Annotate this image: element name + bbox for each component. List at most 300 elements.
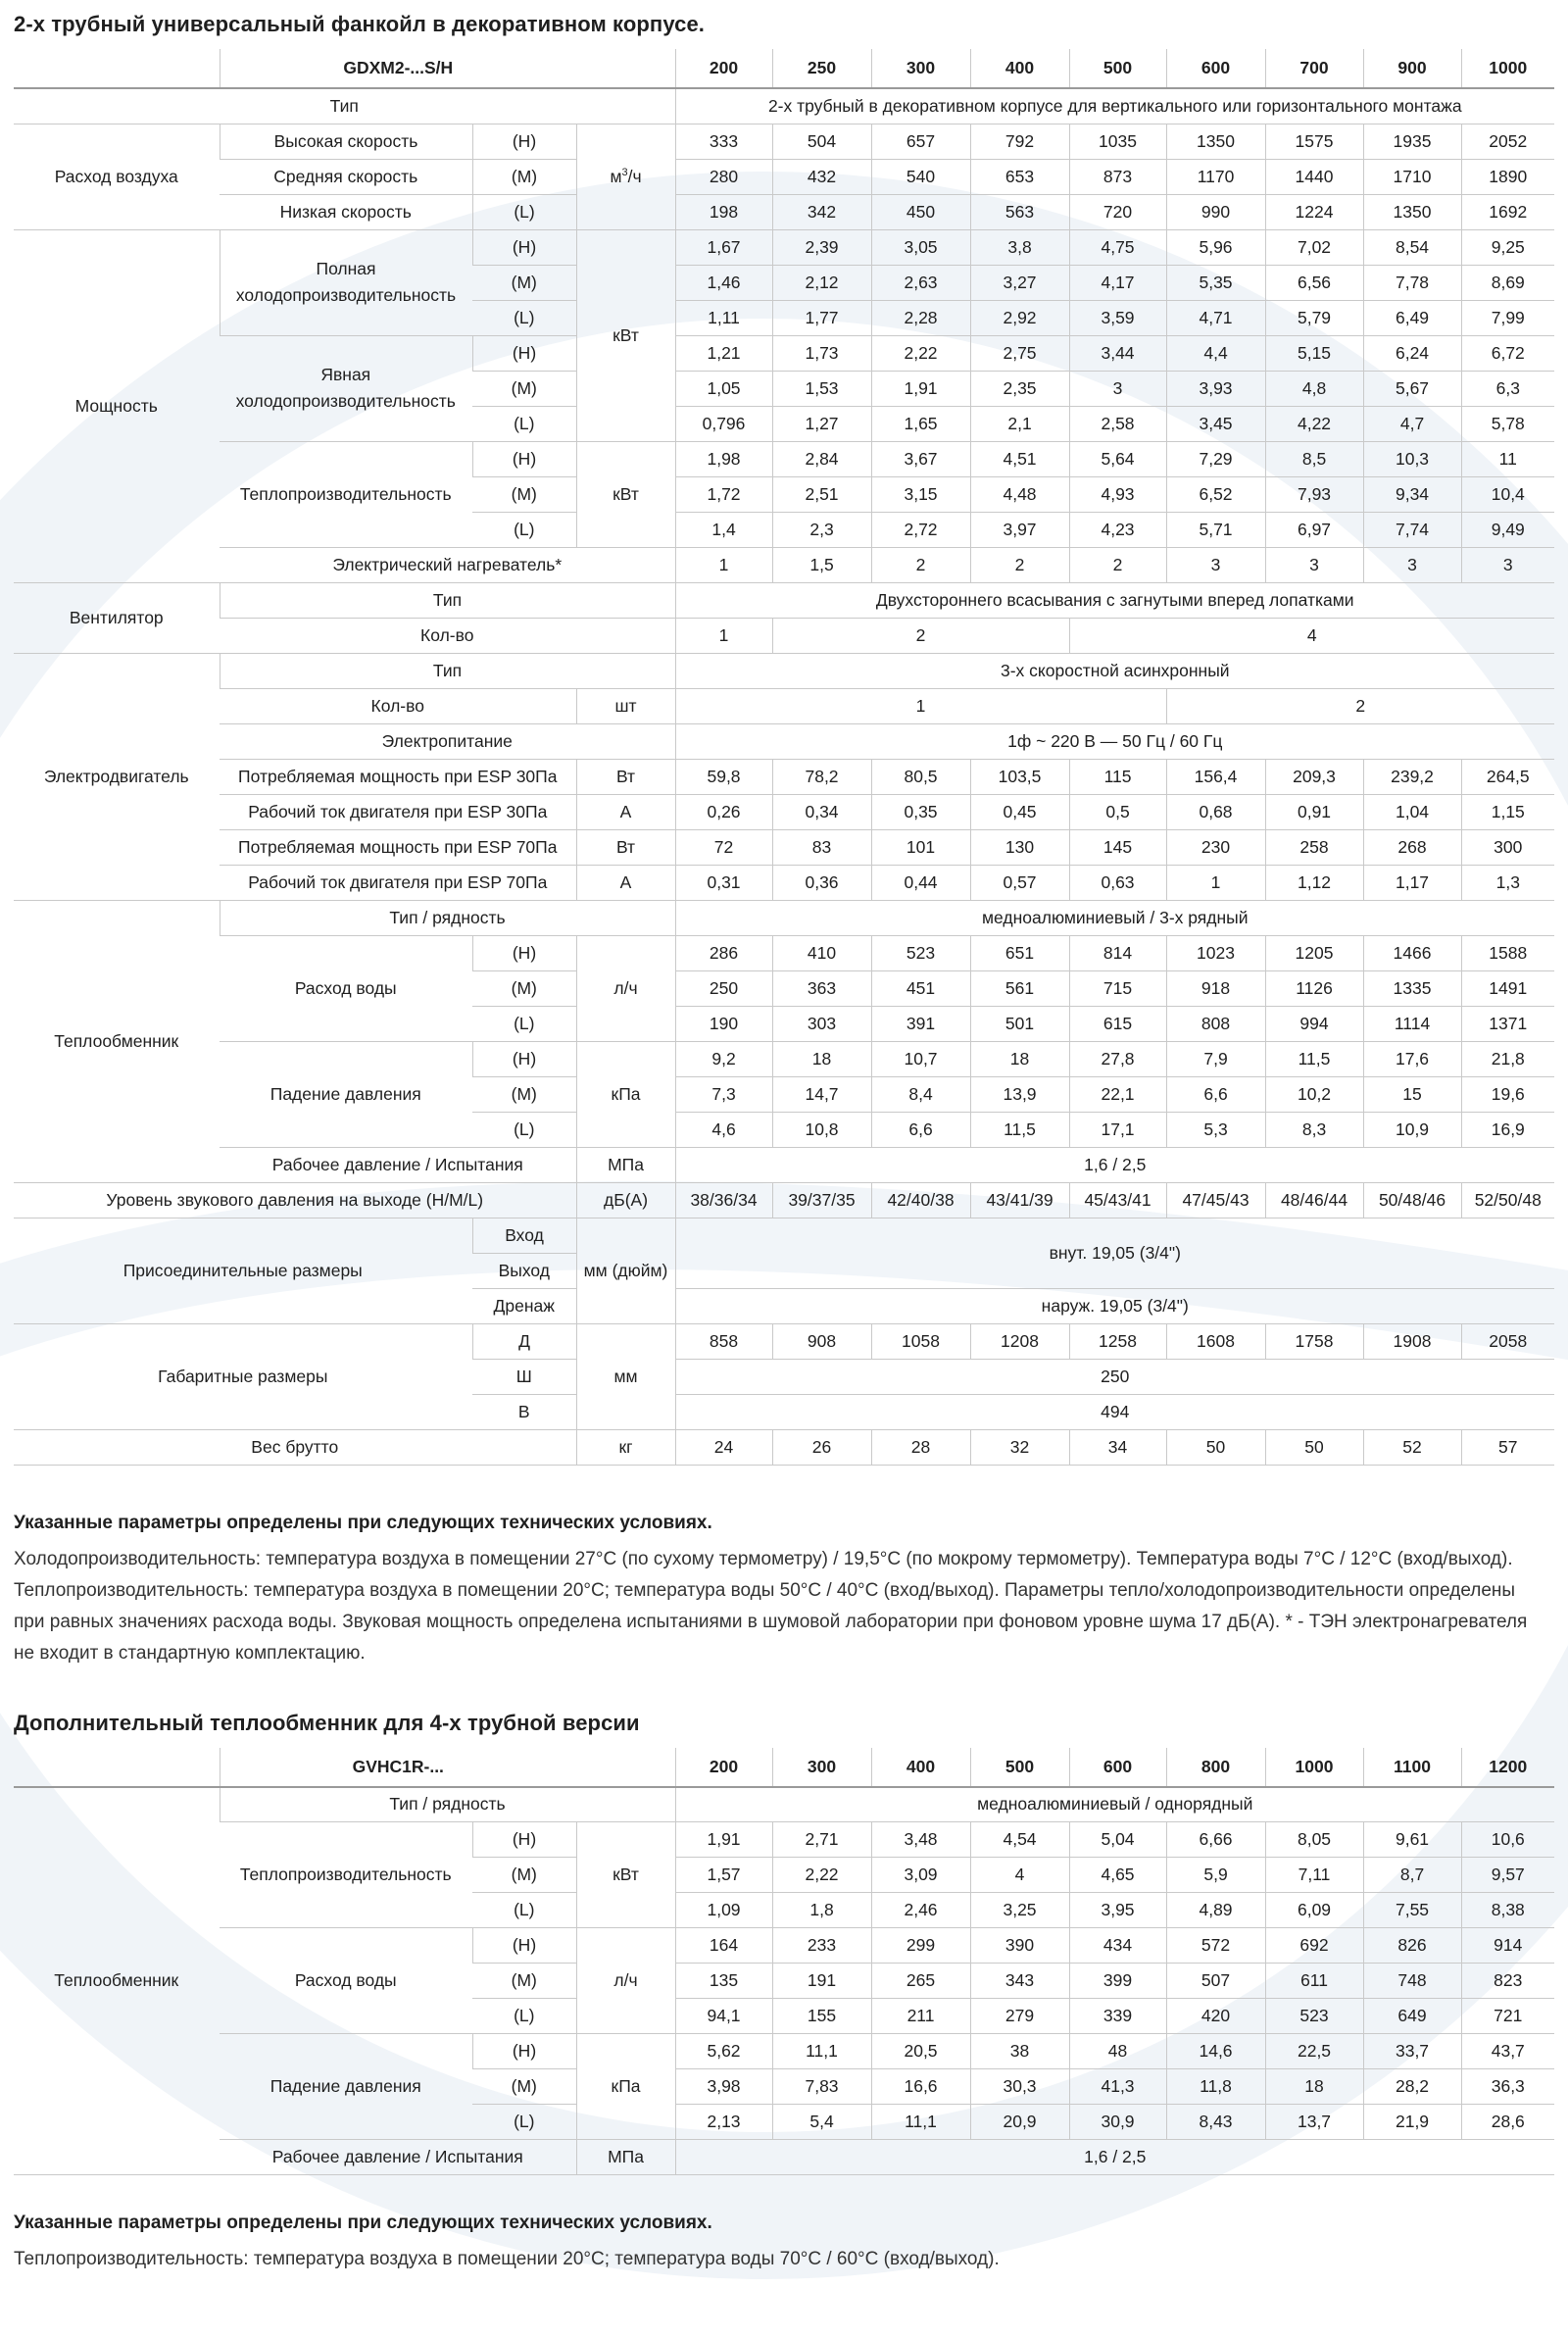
value-cell: 3 (1461, 547, 1554, 582)
value-cell: 1710 (1363, 159, 1461, 194)
value-cell: 8,5 (1265, 441, 1363, 476)
value-cell: 0,45 (970, 794, 1069, 829)
value-cell: 5,4 (772, 2105, 871, 2140)
value-cell: 164 (675, 1928, 772, 1964)
value-cell: 908 (772, 1323, 871, 1359)
airflow-speed: Высокая скорость (220, 124, 472, 159)
size-header: 400 (970, 49, 1069, 88)
value-cell: 6,56 (1265, 265, 1363, 300)
value-cell: 2 (1069, 547, 1166, 582)
value-cell: 1,53 (772, 371, 871, 406)
value-cell: 420 (1166, 1999, 1265, 2034)
value-cell: 10,2 (1265, 1076, 1363, 1112)
value-cell: 17,1 (1069, 1112, 1166, 1147)
value-cell: 300 (1461, 829, 1554, 865)
hx-group-drop: Падение давления (220, 1041, 472, 1147)
value-cell: 4,22 (1265, 406, 1363, 441)
value-cell: 692 (1265, 1928, 1363, 1964)
value-cell: 0,57 (970, 865, 1069, 900)
value-cell: 239,2 (1363, 759, 1461, 794)
value-cell: 501 (970, 1006, 1069, 1041)
value-cell: 2,1 (970, 406, 1069, 441)
value-cell: 190 (675, 1006, 772, 1041)
motor-type-value: 3-х скоростной асинхронный (675, 653, 1554, 688)
value-cell: 1 (1166, 865, 1265, 900)
value-cell: 9,25 (1461, 229, 1554, 265)
mode-cell: (L) (472, 1893, 576, 1928)
size-header: 1100 (1363, 1748, 1461, 1787)
value-cell: 823 (1461, 1964, 1554, 1999)
size-header: 1000 (1265, 1748, 1363, 1787)
supply-label: Электропитание (220, 723, 675, 759)
value-cell: 233 (772, 1928, 871, 1964)
value-cell: 1,65 (871, 406, 970, 441)
value-cell: 1,72 (675, 476, 772, 512)
mode-cell: (M) (472, 265, 576, 300)
value-cell: 3,25 (970, 1893, 1069, 1928)
value-cell: 7,11 (1265, 1858, 1363, 1893)
value-cell: 3,67 (871, 441, 970, 476)
value-cell: 0,63 (1069, 865, 1166, 900)
unit-sup: 3 (621, 166, 628, 178)
value-cell: 4,71 (1166, 300, 1265, 335)
value-cell: 10,7 (871, 1041, 970, 1076)
table-row (14, 829, 1554, 865)
value-cell: 4,17 (1069, 265, 1166, 300)
mode-cell: (L) (472, 406, 576, 441)
table-row (14, 1147, 1554, 1182)
fan-qty: 1 (675, 618, 772, 653)
value-cell: 7,02 (1265, 229, 1363, 265)
airflow-unit (576, 124, 675, 229)
value-cell: 1,09 (675, 1893, 772, 1928)
value-cell: 1440 (1265, 159, 1363, 194)
mode-cell: (H) (472, 124, 576, 159)
value-cell: 1126 (1265, 970, 1363, 1006)
value-cell: 2,72 (871, 512, 970, 547)
type-value: 2-х трубный в декоративном корпусе для вертикального или горизонтального монтажа (675, 88, 1554, 124)
value-cell: 721 (1461, 1999, 1554, 2034)
value-cell: 390 (970, 1928, 1069, 1964)
value-cell: 156,4 (1166, 759, 1265, 794)
value-cell: 250 (675, 970, 772, 1006)
value-cell: 1466 (1363, 935, 1461, 970)
value-cell: 0,796 (675, 406, 772, 441)
value-cell: 101 (871, 829, 970, 865)
value-cell: 1,12 (1265, 865, 1363, 900)
value-cell: 0,34 (772, 794, 871, 829)
value-cell: 814 (1069, 935, 1166, 970)
drain-label: Дренаж (472, 1288, 576, 1323)
value-cell: 2,92 (970, 300, 1069, 335)
value-cell: 7,55 (1363, 1893, 1461, 1928)
value-cell: 342 (772, 194, 871, 229)
dimensions-label: Габаритные размеры (14, 1323, 472, 1429)
value-cell: 2 (871, 547, 970, 582)
value-cell: 78,2 (772, 759, 871, 794)
power-group-total_cool: Полная холодопроизводительность (220, 229, 472, 335)
table-row (14, 1748, 1554, 1787)
value-cell: 30,9 (1069, 2105, 1166, 2140)
value-cell: 10,8 (772, 1112, 871, 1147)
value-cell: 18 (1265, 2069, 1363, 2105)
value-cell: 3,48 (871, 1822, 970, 1858)
value-cell: 450 (871, 194, 970, 229)
value-cell: 1350 (1363, 194, 1461, 229)
value-cell: 33,7 (1363, 2034, 1461, 2069)
value-cell: 286 (675, 935, 772, 970)
size-header: 400 (871, 1748, 970, 1787)
value-cell: 11,8 (1166, 2069, 1265, 2105)
value-cell: 38 (970, 2034, 1069, 2069)
value-cell: 523 (871, 935, 970, 970)
pressure-value: 1,6 / 2,5 (675, 1147, 1554, 1182)
value-cell: 7,93 (1265, 476, 1363, 512)
value-cell: 3,45 (1166, 406, 1265, 441)
value-cell: 13,7 (1265, 2105, 1363, 2140)
value-cell: 451 (871, 970, 970, 1006)
value-cell: 1758 (1265, 1323, 1363, 1359)
table-row (14, 1218, 1554, 1253)
fancoil-spec-table (14, 49, 1554, 1466)
value-cell: 10,3 (1363, 441, 1461, 476)
value-cell: 7,3 (675, 1076, 772, 1112)
value-cell: 3,97 (970, 512, 1069, 547)
mode-cell: (M) (472, 2069, 576, 2105)
value-cell: 2,22 (871, 335, 970, 371)
value-cell: 6,3 (1461, 371, 1554, 406)
value-cell: 3,15 (871, 476, 970, 512)
value-cell: 2,28 (871, 300, 970, 335)
dim-w-value: 250 (675, 1359, 1554, 1394)
mode-cell: (M) (472, 476, 576, 512)
table-row (14, 194, 1554, 229)
mode-cell: (H) (472, 229, 576, 265)
unit-cell: кПа (576, 1041, 675, 1147)
value-cell: 507 (1166, 1964, 1265, 1999)
hx-type-label: Тип / рядность (220, 1787, 675, 1822)
unit-cell: кВт (576, 1822, 675, 1928)
value-cell: 363 (772, 970, 871, 1006)
value-cell: 4,93 (1069, 476, 1166, 512)
value-cell: 4,75 (1069, 229, 1166, 265)
hx-group-drop: Падение давления (220, 2034, 472, 2140)
value-cell: 9,34 (1363, 476, 1461, 512)
fan-qty: 2 (772, 618, 1069, 653)
value-cell: 6,66 (1166, 1822, 1265, 1858)
value-cell: 230 (1166, 829, 1265, 865)
table-row (14, 1323, 1554, 1359)
size-header: 200 (675, 49, 772, 88)
connections-label: Присоединительные размеры (14, 1218, 472, 1323)
airflow-speed: Низкая скорость (220, 194, 472, 229)
value-cell: 2,84 (772, 441, 871, 476)
value-cell: 3,8 (970, 229, 1069, 265)
unit-cell: мм (576, 1323, 675, 1429)
value-cell: 1,3 (1461, 865, 1554, 900)
value-cell: 3 (1069, 371, 1166, 406)
value-cell: 4,7 (1363, 406, 1461, 441)
value-cell: 4,4 (1166, 335, 1265, 371)
value-cell: 17,6 (1363, 1041, 1461, 1076)
value-cell: 0,91 (1265, 794, 1363, 829)
value-cell: 5,3 (1166, 1112, 1265, 1147)
fan-type-value: Двухстороннего всасывания с загнутыми вперед лопатками (675, 582, 1554, 618)
value-cell: 28,2 (1363, 2069, 1461, 2105)
table-row (14, 935, 1554, 970)
value-cell: 1491 (1461, 970, 1554, 1006)
size-header: 600 (1166, 49, 1265, 88)
extra-hx-spec-table (14, 1748, 1554, 2176)
value-cell: 1,46 (675, 265, 772, 300)
value-cell: 3 (1166, 547, 1265, 582)
value-cell: 1,21 (675, 335, 772, 371)
value-cell: 792 (970, 124, 1069, 159)
unit-cell: А (576, 865, 675, 900)
value-cell: 52 (1363, 1429, 1461, 1465)
hx-group-heat: Теплопроизводительность (220, 1822, 472, 1928)
value-cell: 1,17 (1363, 865, 1461, 900)
value-cell: 1,05 (675, 371, 772, 406)
value-cell: 1371 (1461, 1006, 1554, 1041)
value-cell: 8,4 (871, 1076, 970, 1112)
table-row (14, 229, 1554, 265)
pressure-label: Рабочее давление / Испытания (220, 1147, 576, 1182)
value-cell: 258 (1265, 829, 1363, 865)
hx-type-value: медноалюминиевый / 3-х рядный (675, 900, 1554, 935)
value-cell: 303 (772, 1006, 871, 1041)
value-cell: 2,63 (871, 265, 970, 300)
value-cell: 391 (871, 1006, 970, 1041)
value-cell: 1,11 (675, 300, 772, 335)
table2-title: Дополнительный теплообменник для 4-х трубной версии (14, 1710, 640, 1735)
value-cell: 52/50/48 (1461, 1182, 1554, 1218)
value-cell: 2 (970, 547, 1069, 582)
value-cell: 0,44 (871, 865, 970, 900)
value-cell: 6,6 (871, 1112, 970, 1147)
dim-w-label: Ш (472, 1359, 576, 1394)
value-cell: 48 (1069, 2034, 1166, 2069)
value-cell: 1608 (1166, 1323, 1265, 1359)
value-cell: 8,69 (1461, 265, 1554, 300)
outlet-label: Выход (472, 1253, 576, 1288)
table-row (14, 124, 1554, 159)
header-spacer (576, 49, 675, 88)
value-cell: 3,05 (871, 229, 970, 265)
size-header: 1000 (1461, 49, 1554, 88)
value-cell: 2,35 (970, 371, 1069, 406)
value-cell: 1,4 (675, 512, 772, 547)
table-row (14, 49, 1554, 88)
pressure-value: 1,6 / 2,5 (675, 2140, 1554, 2175)
value-cell: 826 (1363, 1928, 1461, 1964)
size-header: 300 (871, 49, 970, 88)
value-cell: 5,71 (1166, 512, 1265, 547)
value-cell: 1,91 (675, 1822, 772, 1858)
fan-label: Вентилятор (14, 582, 220, 653)
value-cell: 434 (1069, 1928, 1166, 1964)
value-cell: 13,9 (970, 1076, 1069, 1112)
motor-param: Рабочий ток двигателя при ESP 30Па (220, 794, 576, 829)
value-cell: 14,6 (1166, 2034, 1265, 2069)
value-cell: 1,67 (675, 229, 772, 265)
value-cell: 8,38 (1461, 1893, 1554, 1928)
table-row (14, 618, 1554, 653)
value-cell: 6,09 (1265, 1893, 1363, 1928)
heater-label: Электрический нагреватель* (220, 547, 675, 582)
value-cell: 6,6 (1166, 1076, 1265, 1112)
mode-cell: (M) (472, 970, 576, 1006)
value-cell: 59,8 (675, 759, 772, 794)
value-cell: 28 (871, 1429, 970, 1465)
mode-cell: (H) (472, 935, 576, 970)
value-cell: 1335 (1363, 970, 1461, 1006)
value-cell: 1114 (1363, 1006, 1461, 1041)
value-cell: 333 (675, 124, 772, 159)
value-cell: 268 (1363, 829, 1461, 865)
mode-cell: (L) (472, 1999, 576, 2034)
value-cell: 10,4 (1461, 476, 1554, 512)
value-cell: 0,68 (1166, 794, 1265, 829)
motor-qty: 1 (675, 688, 1166, 723)
value-cell: 45/43/41 (1069, 1182, 1166, 1218)
value-cell: 48/46/44 (1265, 1182, 1363, 1218)
size-header: 900 (1363, 49, 1461, 88)
value-cell: 649 (1363, 1999, 1461, 2034)
value-cell: 5,35 (1166, 265, 1265, 300)
mode-cell: (L) (472, 1006, 576, 1041)
value-cell: 5,78 (1461, 406, 1554, 441)
unit-cell: А (576, 794, 675, 829)
mode-cell: (H) (472, 441, 576, 476)
pressure-label: Рабочее давление / Испытания (220, 2140, 576, 2175)
dim-h-label: В (472, 1394, 576, 1429)
table1-title: 2-х трубный универсальный фанкойл в декоративном корпусе. (14, 12, 705, 36)
value-cell: 18 (772, 1041, 871, 1076)
value-cell: 1058 (871, 1323, 970, 1359)
value-cell: 27,8 (1069, 1041, 1166, 1076)
model-header: GVHC1R-... (220, 1748, 576, 1787)
table-row (14, 441, 1554, 476)
value-cell: 280 (675, 159, 772, 194)
value-cell: 47/45/43 (1166, 1182, 1265, 1218)
value-cell: 2,71 (772, 1822, 871, 1858)
value-cell: 38/36/34 (675, 1182, 772, 1218)
unit-cell: мм (дюйм) (576, 1218, 675, 1323)
value-cell: 198 (675, 194, 772, 229)
dim-h-value: 494 (675, 1394, 1554, 1429)
value-cell: 299 (871, 1928, 970, 1964)
value-cell: 135 (675, 1964, 772, 1999)
unit-cell: кг (576, 1429, 675, 1465)
value-cell: 20,5 (871, 2034, 970, 2069)
value-cell: 34 (1069, 1429, 1166, 1465)
value-cell: 4,23 (1069, 512, 1166, 547)
value-cell: 7,29 (1166, 441, 1265, 476)
value-cell: 0,26 (675, 794, 772, 829)
value-cell: 1,73 (772, 335, 871, 371)
motor-param: Потребляемая мощность при ESP 30Па (220, 759, 576, 794)
value-cell: 57 (1461, 1429, 1554, 1465)
value-cell: 2,51 (772, 476, 871, 512)
table-row (14, 2140, 1554, 2175)
value-cell: 399 (1069, 1964, 1166, 1999)
value-cell: 20,9 (970, 2105, 1069, 2140)
notes2-text: Теплопроизводительность: температура воздуха в помещении 20°С; температура воды 70°С / 60°С (вход/выход). (14, 2249, 1000, 2269)
value-cell: 2,13 (675, 2105, 772, 2140)
value-cell: 83 (772, 829, 871, 865)
table-row (14, 688, 1554, 723)
value-cell: 858 (675, 1323, 772, 1359)
size-header: 500 (1069, 49, 1166, 88)
value-cell: 8,05 (1265, 1822, 1363, 1858)
value-cell: 1588 (1461, 935, 1554, 970)
table-row (14, 900, 1554, 935)
value-cell: 5,64 (1069, 441, 1166, 476)
hx-type-label: Тип / рядность (220, 900, 675, 935)
value-cell: 11,1 (871, 2105, 970, 2140)
value-cell: 523 (1265, 1999, 1363, 2034)
table-row (14, 759, 1554, 794)
value-cell: 16,6 (871, 2069, 970, 2105)
value-cell: 10,6 (1461, 1822, 1554, 1858)
value-cell: 8,54 (1363, 229, 1461, 265)
value-cell: 2058 (1461, 1323, 1554, 1359)
value-cell: 5,9 (1166, 1858, 1265, 1893)
weight-label: Вес брутто (14, 1429, 576, 1465)
table-row (14, 335, 1554, 371)
value-cell: 7,9 (1166, 1041, 1265, 1076)
hx-type-value: медноалюминиевый / однорядный (675, 1787, 1554, 1822)
value-cell: 2,75 (970, 335, 1069, 371)
value-cell: 11,1 (772, 2034, 871, 2069)
table-row (14, 653, 1554, 688)
size-header: 250 (772, 49, 871, 88)
motor-param: Рабочий ток двигателя при ESP 70Па (220, 865, 576, 900)
unit-cell: л/ч (576, 1928, 675, 2034)
mode-cell: (H) (472, 1822, 576, 1858)
value-cell: 1350 (1166, 124, 1265, 159)
value-cell: 572 (1166, 1928, 1265, 1964)
value-cell: 1575 (1265, 124, 1363, 159)
drain-value: наруж. 19,05 (3/4") (675, 1288, 1554, 1323)
value-cell: 264,5 (1461, 759, 1554, 794)
value-cell: 504 (772, 124, 871, 159)
value-cell: 3,59 (1069, 300, 1166, 335)
value-cell: 16,9 (1461, 1112, 1554, 1147)
value-cell: 11,5 (970, 1112, 1069, 1147)
value-cell: 1,15 (1461, 794, 1554, 829)
header-spacer (14, 1748, 220, 1787)
table-row (14, 582, 1554, 618)
value-cell: 11,5 (1265, 1041, 1363, 1076)
value-cell: 339 (1069, 1999, 1166, 2034)
motor-param: Потребляемая мощность при ESP 70Па (220, 829, 576, 865)
value-cell: 28,6 (1461, 2105, 1554, 2140)
noise-label: Уровень звукового давления на выходе (H/M/L) (14, 1182, 576, 1218)
size-header: 600 (1069, 1748, 1166, 1787)
mode-cell: (M) (472, 159, 576, 194)
motor-qty-label: Кол-во (220, 688, 576, 723)
value-cell: 2,39 (772, 229, 871, 265)
power-group-heat: Теплопроизводительность (220, 441, 472, 547)
value-cell: 9,61 (1363, 1822, 1461, 1858)
value-cell: 9,49 (1461, 512, 1554, 547)
value-cell: 4,6 (675, 1112, 772, 1147)
airflow-label: Расход воздуха (14, 124, 220, 229)
value-cell: 8,3 (1265, 1112, 1363, 1147)
value-cell: 7,74 (1363, 512, 1461, 547)
